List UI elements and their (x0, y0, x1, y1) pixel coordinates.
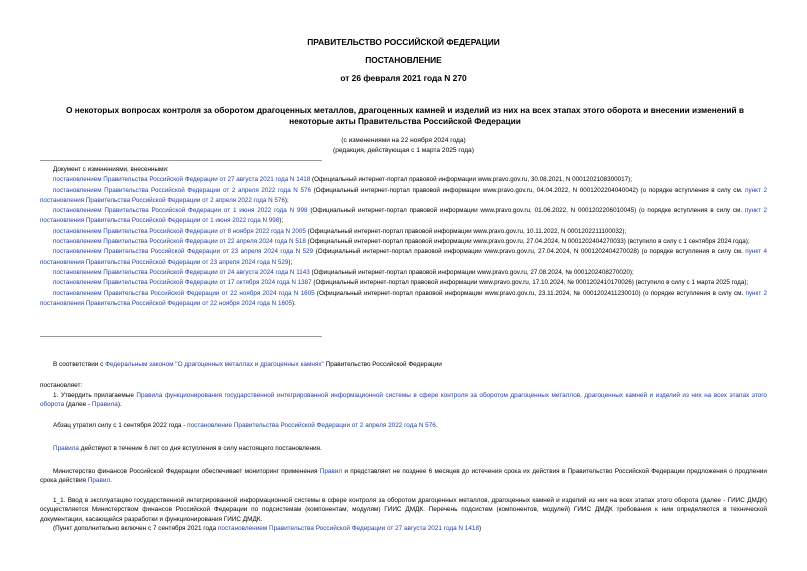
amendment-effect-link[interactable]: пункт 2 постановления Правительства Российской Федерации от 1 июня 2022 года N 998 (40, 207, 768, 225)
amendment-item: постановлением Правительства Российской Федерации от 22 апреля 2024 года N 518 (Официальный интернет-портал правовой информации www.pravo.gov.ru, 27.04.2024, N 0001202404270033) (вступило в силу с 1 сентября 2024 года); (53, 238, 750, 246)
amendment-item: постановлением Правительства Российской Федерации от 2 апреля 2022 года N 576 (Официальный интернет-портал правовой информации www.pravo.gov.ru, 04.04.2022, N 0001202204040042) (о порядке вступления в силу см. пункт 2 постановления Правительства Российской Федерации от 2 апреля 2022 года N 576); (40, 186, 768, 204)
rules-link-monitoring[interactable]: Правил (319, 468, 343, 475)
amendment-link[interactable]: постановлением Правительства Российской Федерации от 27 августа 2021 года N 1418 (53, 176, 311, 184)
rules-link[interactable]: Правила функционирования государственной интегрированной информационной системы в сфере контроля за оборотом драгоценных металлов, драгоценных камней и изделий из них на всех этапах этого оборота (40, 392, 767, 409)
amendment-link[interactable]: постановлением Правительства Российской Федерации от 24 августа 2024 года N 1143 (53, 268, 310, 276)
bottom-divider (40, 336, 322, 337)
document-type: ПОСТАНОВЛЕНИЕ (365, 55, 442, 65)
document-date: от 26 февраля 2021 года N 270 (340, 73, 467, 83)
validity-paragraph: Правила действуют в течение 6 лет со дня вступления в силу настоящего постановления. (53, 445, 322, 452)
inclusion-decree-link[interactable]: постановлением Правительства Российской Федерации от 27 августа 2021 года N 1418 (217, 525, 480, 533)
top-divider (40, 160, 322, 161)
rules-short-link[interactable]: Правила (91, 401, 118, 409)
amendment-link[interactable]: постановлением Правительства Российской Федерации от 8 ноября 2022 года N 2005 (53, 227, 306, 235)
amendment-item: постановлением Правительства Российской Федерации от 17 октября 2024 года N 1387 (Официальный интернет-портал правовой информации www.pravo.gov.ru, 17.10.2024, № 0001202410170026) (вступило в силу с 1 марта 2025 года); (53, 279, 749, 287)
amendment-item: постановлением Правительства Российской Федерации от 8 ноября 2022 года N 2005 (Официальный интернет-портал правовой информации www.pravo.gov.ru, 10.11.2022, N 0001202211100032); (53, 227, 627, 235)
amendment-link[interactable]: постановлением Правительства Российской Федерации от 22 апреля 2024 года N 518 (53, 238, 306, 246)
changes-note: (с изменениями на 22 ноября 2024 года) (341, 137, 466, 144)
preamble: В соответствии с Федеральным законом "О драгоценных металлах и драгоценных камнях" Правительство Российской Федерации (53, 361, 442, 368)
amendment-effect-link[interactable]: пункт 2 постановления Правительства Российской Федерации от 2 апреля 2022 года N 576 (40, 186, 768, 204)
clause-1-1: 1_1. Ввод в эксплуатацию государственной интегрированной информационной системы в сфере контроля за оборотом драгоценных металлов, драгоценных камней и изделий из них на всех этапах этого оборота (далее - ГИИС ДМДК) осуществляется Министерством финансов Российской Федерации по подсистемам (компонентам, модулям) ГИИС ДМДК. Перечень подсистем (компонентов, модулей) ГИИС ДМДК требования к ним определяются в технической документации, касающейся разработки и функционирования ГИИС ДМДК. (Пункт дополнительно включен с 7 сентября 2021 года постановлением Правительства Российской Федерации от 27 августа 2021 года N 1418) (40, 497, 767, 533)
amendment-effect-link[interactable]: пункт 4 постановления Правительства Российской Федерации от 23 апреля 2024 года N 529 (40, 248, 768, 266)
monitoring-paragraph: Министерство финансов Российской Федерации обеспечивает мониторинг применения Правил и представляет не позднее 6 месяцев до истечения срока их действия в Правительство Российской Федерации предложения о продлении срока действия Правил. (40, 468, 767, 485)
amendment-effect-link[interactable]: пункт 2 постановления Правительства Российской Федерации от 22 ноября 2024 года N 1605 (40, 289, 768, 307)
repealed-paragraph: Абзац утратил силу с 1 сентября 2022 года - постановление Правительства Российской Федерации от 2 апреля 2022 года N 576. (53, 422, 438, 429)
decree-word: постановляет: (40, 382, 83, 389)
government-heading: ПРАВИТЕЛЬСТВО РОССИЙСКОЙ ФЕДЕРАЦИИ (307, 37, 500, 47)
amendment-item: постановлением Правительства Российской Федерации от 22 ноября 2024 года N 1605 (Официальный интернет-портал правовой информации www.pravo.gov.ru, 23.11.2024, № 0001202411230010) (о порядке вступления в силу см. пункт 2 постановления Правительства Российской Федерации от 22 ноября 2024 года N 1605). (40, 289, 768, 307)
federal-law-link[interactable]: Федеральным законом "О драгоценных металлах и драгоценных камнях" (105, 361, 324, 368)
amendment-link[interactable]: постановлением Правительства Российской Федерации от 1 июня 2022 года N 998 (53, 207, 308, 215)
rules-link-validity[interactable]: Правила (53, 445, 79, 452)
amendment-item: постановлением Правительства Российской Федерации от 1 июня 2022 года N 998 (Официальный интернет-портал правовой информации www.pravo.gov.ru, 01.06.2022, N 0001202206010045) (о порядке вступления в силу см. пункт 2 постановления Правительства Российской Федерации от 1 июня 2022 года N 998); (40, 207, 768, 225)
amendment-item: постановлением Правительства Российской Федерации от 23 апреля 2024 года N 529 (Официальный интернет-портал правовой информации www.pravo.gov.ru, 27.04.2024, N 0001202404270028) (о порядке вступления в силу см. пункт 4 постановления Правительства Российской Федерации от 23 апреля 2024 года N 529); (40, 248, 768, 266)
revision-note: (редакция, действующая с 1 марта 2025 года) (333, 147, 474, 154)
amendment-link[interactable]: постановлением Правительства Российской Федерации от 23 апреля 2024 года N 529 (53, 248, 314, 256)
repeal-decree-link[interactable]: постановление Правительства Российской Федерации от 2 апреля 2022 года N 576 (187, 422, 436, 429)
amendments-list (40, 165, 767, 309)
amendment-link[interactable]: постановлением Правительства Российской Федерации от 2 апреля 2022 года N 576 (53, 186, 311, 194)
amendments-intro: Документ с изменениями, внесенными: (53, 166, 169, 173)
amendment-link[interactable]: постановлением Правительства Российской Федерации от 22 ноября 2024 года N 1605 (53, 289, 315, 297)
amendment-link[interactable]: постановлением Правительства Российской Федерации от 17 октября 2024 года N 1387 (53, 279, 312, 287)
document-title: О некоторых вопросах контроля за оборотом драгоценных металлов, драгоценных камней и изделий из них на всех этапах этого оборота и внесении изменений в некоторые акты Правительства Российской Федерации (66, 105, 744, 126)
amendment-item: постановлением Правительства Российской Федерации от 24 августа 2024 года N 1143 (Официальный интернет-портал правовой информации www.pravo.gov.ru, 27.08.2024, № 0001202408270020); (53, 268, 634, 276)
amendment-item: постановлением Правительства Российской Федерации от 27 августа 2021 года N 1418 (Официальный интернет-портал правовой информации www.pravo.gov.ru, 30.08.2021, N 0001202108300017); (53, 176, 633, 184)
rules-link-extension[interactable]: Правил (87, 477, 111, 485)
clause-1: 1. Утвердить прилагаемые Правила функционирования государственной интегрированной информационной системы в сфере контроля за оборотом драгоценных металлов, драгоценных камней и изделий из них на всех этапах этого оборота (далее - Правила). (40, 392, 767, 409)
